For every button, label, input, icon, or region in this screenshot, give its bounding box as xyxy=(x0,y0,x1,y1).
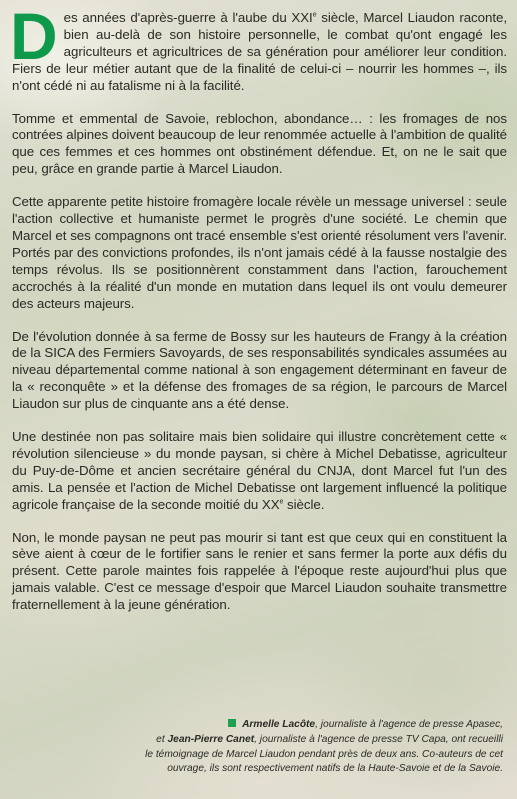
author-name-1: Armelle Lacôte xyxy=(242,719,316,730)
paragraph-1-text-b: siècle, Marcel Liaudon raconte, bien au-delà de son histoire personnelle, le combat qu'ont engagé les agriculteurs et agricultrices de sa génération pour améliorer leur condition. Fiers de leur métier autant que de la finalité de celui-ci – nourrir les hommes –, ils n'ont cédé ni au fatalisme ni à la facilité. xyxy=(12,10,507,93)
paragraph-6: Non, le monde paysan ne peut pas mourir si tant est que ceux qui en constituent la sève aient à cœur de le fortifier sans le renier et sans fermer la porte aux défis du présent. Cette parole maintes fois rappelée à l'époque reste aujourd'hui plus que jamais valable. C'est ce message d'espoir que Marcel Liaudon souhaite transmettre fraternellement à la jeune génération. xyxy=(12,529,507,613)
paragraph-2: Tomme et emmental de Savoie, reblochon, abondance… : les fromages de nos contrées alpines doivent beaucoup de leur renommée actuelle à l'ambition de qualité que ces femmes et ces hommes ont obstinément défendue. Et, on ne le sait que peu, grâce en grande partie à Marcel Liaudon. xyxy=(12,110,507,177)
paragraph-1-text-a: es années d'après-guerre à l'aube du XXI xyxy=(63,10,313,25)
paragraph-1 xyxy=(10,0,507,95)
credit-line-3: le témoignage de Marcel Liaudon pendant près de deux ans. Co-auteurs de cet xyxy=(145,748,503,760)
paragraph-3: Cette apparente petite histoire fromagère locale révèle un message universel : seule l'action collective et humaniste permet le progrès d'une société. Le chemin que Marcel et ses compagnons ont tracé ensemble s'est orienté résolument vers l'avenir. Portés par des convictions profondes, ils n'ont jamais cédé à la fausse nostalgie des temps révolus. Ils se positionnèrent constamment dans l'action, farouchement accrochés à la réalité d'un monde en mutation dans lequel ils ont voulu demeurer des acteurs majeurs. xyxy=(12,194,507,311)
credit-text-2: , journaliste à l'agence de presse TV Capa, ont recueilli xyxy=(254,733,503,745)
paragraph-5-text-a: Une destinée non pas solitaire mais bien solidaire qui illustre concrètement cette « révolution silencieuse » du monde paysan, si chère à Michel Debatisse, agriculteur du Puy-de-Dôme et ancien secrétaire général du CNJA, dont Marcel fut l'un des amis. La pensée et l'action de Michel Debatisse ont largement influencé la politique agricole française de la seconde moitié du XX xyxy=(12,429,507,512)
credit-line-1 xyxy=(40,718,503,733)
credit-lead-2: et xyxy=(156,733,168,745)
paragraph-5-text-b: siècle. xyxy=(283,496,325,512)
author-credit xyxy=(40,718,503,777)
superscript: e xyxy=(279,498,284,506)
paragraph-4: De l'évolution donnée à sa ferme de Bossy sur les hauteurs de Frangy à la création de la SICA des Fermiers Savoyards, de ses responsabilités syndicales assumées au niveau départemental comme national à son engagement déterminant en faveur de la « reconquête » et la défense des fromages de sa région, le parcours de Marcel Liaudon sur plus de cinquante ans a été dense. xyxy=(12,328,507,412)
author-name-2: Jean-Pierre Canet xyxy=(167,733,255,745)
drop-cap: D xyxy=(10,0,58,73)
credit-text-1: , journaliste à l'agence de presse Apasec, xyxy=(315,719,503,730)
back-cover-text xyxy=(10,0,507,614)
credit-line-2 xyxy=(40,733,503,748)
green-square-icon xyxy=(228,719,236,727)
paragraph-5 xyxy=(12,429,507,514)
superscript: e xyxy=(312,11,317,19)
credit-line-4: ouvrage, ils sont respectivement natifs de la Haute-Savoie et de la Savoie. xyxy=(167,763,503,775)
